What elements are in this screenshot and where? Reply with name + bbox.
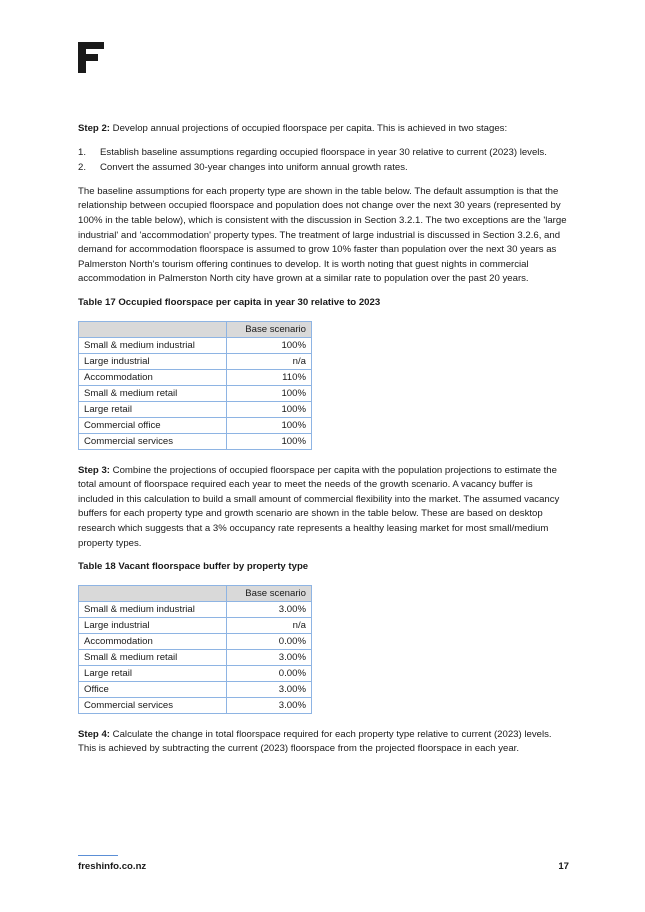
step-3-text: Combine the projections of occupied floorspace per capita with the population projections to estimate the total amount of floorspace required each year to meet the needs of the growth scenario. A vacancy buffer is included in this calculation to build a small amount of commercial flexibility into the market. The assumed vacancy buffers for each property type and growth scenario are shown in the table below. These are based on desktop research which suggests that a 3% occupancy rate represents a healthy leasing market for most small/medium property types.	[78, 464, 560, 549]
row-value: n/a	[227, 617, 312, 633]
list-item-text: Convert the assumed 30-year changes into uniform annual growth rates.	[100, 162, 408, 174]
table-header-base-scenario: Base scenario	[227, 321, 312, 337]
table-row	[79, 665, 312, 681]
row-label: Large industrial	[79, 353, 227, 369]
page-content	[78, 122, 570, 766]
table-row	[79, 417, 312, 433]
list-item	[78, 146, 570, 161]
row-label: Commercial services	[79, 433, 227, 449]
table-row	[79, 433, 312, 449]
step-4-label: Step 4:	[78, 728, 110, 740]
row-label: Large retail	[79, 401, 227, 417]
row-value: 0.00%	[227, 665, 312, 681]
row-value: 3.00%	[227, 649, 312, 665]
table-row	[79, 649, 312, 665]
step-3-paragraph	[78, 464, 570, 552]
row-value: 0.00%	[227, 633, 312, 649]
row-value: 3.00%	[227, 601, 312, 617]
table-row	[79, 697, 312, 713]
row-label: Large retail	[79, 665, 227, 681]
step-4-text: Calculate the change in total floorspace required for each property type relative to current (2023) levels. This is achieved by subtracting the current (2023) floorspace from the projected floorspace in each year.	[78, 728, 552, 755]
row-value: 100%	[227, 401, 312, 417]
stages-list	[78, 146, 570, 176]
row-value: n/a	[227, 353, 312, 369]
table-18-caption: Table 18 Vacant floorspace buffer by property type	[78, 561, 309, 573]
row-value: 100%	[227, 433, 312, 449]
row-value: 3.00%	[227, 697, 312, 713]
step-4-paragraph	[78, 728, 570, 757]
row-label: Small & medium retail	[79, 649, 227, 665]
row-value: 3.00%	[227, 681, 312, 697]
row-value: 100%	[227, 337, 312, 353]
step-3-label: Step 3:	[78, 464, 110, 476]
step-2-paragraph	[78, 122, 570, 137]
table-header-blank	[79, 585, 227, 601]
table-row	[79, 601, 312, 617]
table-row	[79, 369, 312, 385]
table-18	[78, 585, 312, 714]
list-item	[78, 161, 570, 176]
row-label: Accommodation	[79, 633, 227, 649]
footer-divider	[78, 855, 118, 856]
table-row	[79, 385, 312, 401]
table-17-caption: Table 17 Occupied floorspace per capita in year 30 relative to 2023	[78, 296, 381, 308]
baseline-paragraph: The baseline assumptions for each property type are shown in the table below. The default assumption is that the relationship between occupied floorspace and population does not change over the next 30 years (represented by 100% in the table below), which is consistent with the discussion in Section 3.2.1. The two exceptions are the 'large industrial' and 'accommodation' property types. The treatment of large industrial is discussed in Section 3.2.6, and demand for accommodation floorspace is assumed to grow 10% faster than population over the next 30 years as Palmerston North's tourism offering continues to develop. It is worth noting that guest nights in commercial accommodation in Palmerston North city have grown at a similar rate to population over the past 20 years.	[78, 185, 567, 285]
table-header-blank	[79, 321, 227, 337]
table-row	[79, 337, 312, 353]
step-2-label: Step 2:	[78, 123, 110, 134]
table-row	[79, 617, 312, 633]
row-value: 110%	[227, 369, 312, 385]
table-row	[79, 353, 312, 369]
table-row	[79, 681, 312, 697]
list-item-number: 1.	[78, 146, 87, 158]
row-label: Commercial office	[79, 417, 227, 433]
table-row	[79, 401, 312, 417]
page-number: 17	[558, 861, 569, 872]
row-value: 100%	[227, 417, 312, 433]
table-header-row	[79, 585, 312, 601]
table-header-base-scenario: Base scenario	[227, 585, 312, 601]
list-item-number: 2.	[78, 162, 87, 174]
list-item-text: Establish baseline assumptions regarding occupied floorspace in year 30 relative to current (2023) levels.	[100, 146, 547, 158]
row-label: Small & medium industrial	[79, 337, 227, 353]
row-value: 100%	[227, 385, 312, 401]
step-2-text: Develop annual projections of occupied floorspace per capita. This is achieved in two stages:	[112, 123, 508, 134]
table-17	[78, 321, 312, 450]
table-header-row	[79, 321, 312, 337]
table-row	[79, 633, 312, 649]
row-label: Commercial services	[79, 697, 227, 713]
row-label: Small & medium retail	[79, 385, 227, 401]
row-label: Small & medium industrial	[79, 601, 227, 617]
row-label: Accommodation	[79, 369, 227, 385]
freshinfo-logo-icon	[78, 42, 104, 73]
footer-site-link[interactable]: freshinfo.co.nz	[78, 861, 147, 872]
row-label: Office	[79, 681, 227, 697]
row-label: Large industrial	[79, 617, 227, 633]
